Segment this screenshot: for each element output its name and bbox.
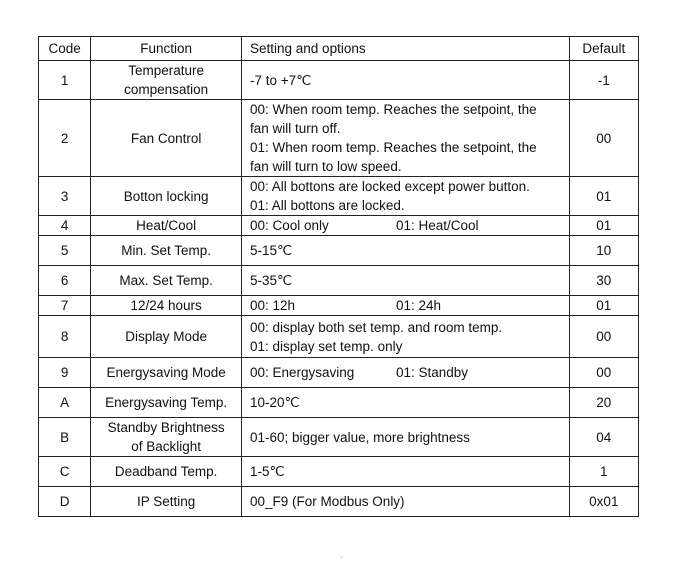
setting-line: 01: display set temp. only (250, 338, 403, 354)
function-line: Standby Brightness (107, 420, 225, 435)
function-line: Temperature (128, 63, 205, 78)
cell-default: 01 (569, 216, 638, 236)
cell-setting (242, 358, 570, 388)
setting-line: 5-15℃ (250, 243, 293, 258)
setting-line: 00: All bottons are locked except power button. (250, 179, 530, 194)
cell-function (91, 61, 242, 100)
setting-option: 01: Heat/Cool (396, 218, 479, 233)
setting-line: 00: display both set temp. and room temp. (250, 319, 503, 335)
function-line: Energysaving Mode (106, 365, 226, 380)
setting-line: 10-20℃ (250, 395, 300, 410)
function-line: Heat/Cool (136, 218, 197, 233)
function-line: Fan Control (130, 130, 202, 146)
cell-function (91, 358, 242, 388)
cell-code: C (39, 457, 91, 487)
cell-code: 8 (39, 316, 91, 358)
cell-function (91, 388, 242, 418)
cell-code: 4 (39, 216, 91, 236)
setting-line: 00_F9 (For Modbus Only) (250, 494, 405, 509)
function-line: compensation (124, 82, 209, 97)
setting-line: 5-35℃ (250, 273, 293, 288)
cell-function (91, 296, 242, 316)
setting-options (250, 216, 561, 235)
cell-code: 3 (39, 177, 91, 216)
cell-default: 00 (569, 358, 638, 388)
header-setting: Setting and options (242, 37, 570, 61)
setting-options (250, 296, 561, 315)
cell-code: 2 (39, 100, 91, 177)
cell-default: 00 (569, 316, 638, 358)
cell-default: 10 (569, 236, 638, 266)
cell-code: 5 (39, 236, 91, 266)
cell-default: 0x01 (569, 487, 638, 517)
cell-code: 6 (39, 266, 91, 296)
cell-setting (242, 487, 570, 517)
cell-setting (242, 61, 570, 100)
table-row (39, 418, 639, 457)
header-default: Default (569, 37, 638, 61)
cell-setting (242, 388, 570, 418)
setting-option: 01: 24h (396, 298, 442, 313)
header-code: Code (39, 37, 91, 61)
cell-code: 9 (39, 358, 91, 388)
function-line: IP Setting (136, 494, 196, 509)
setting-option: 00: Energysaving (250, 365, 355, 380)
cell-function (91, 100, 242, 177)
cell-code: 1 (39, 61, 91, 100)
table-row (39, 266, 639, 296)
table-row (39, 316, 639, 358)
cell-function (91, 266, 242, 296)
setting-line: 01: When room temp. Reaches the setpoint, the (250, 140, 537, 155)
table-row (39, 100, 639, 177)
function-line: Display Mode (125, 329, 208, 344)
cell-function (91, 316, 242, 358)
cell-function (91, 418, 242, 457)
cell-function (91, 236, 242, 266)
function-line: Min. Set Temp. (121, 243, 212, 258)
setting-line: 1-5℃ (250, 464, 285, 479)
cell-default: -1 (569, 61, 638, 100)
setting-options (250, 363, 561, 382)
table-row (39, 236, 639, 266)
function-line: Energysaving Temp. (105, 395, 228, 410)
setting-option: 00: Cool only (250, 218, 329, 233)
cell-default: 00 (569, 100, 638, 177)
cell-default: 20 (569, 388, 638, 418)
setting-line: 01-60; bigger value, more brightness (250, 429, 470, 445)
function-line: 12/24 hours (130, 298, 202, 313)
table-row (39, 388, 639, 418)
setting-line: 00: When room temp. Reaches the setpoint, the (250, 102, 537, 117)
setting-option: 01: Standby (396, 365, 469, 380)
function-line: Botton locking (123, 188, 209, 204)
setting-option: 00: 12h (250, 298, 296, 313)
cell-function (91, 487, 242, 517)
cell-setting (242, 177, 570, 216)
cell-setting (242, 457, 570, 487)
table-row (39, 177, 639, 216)
cell-setting (242, 316, 570, 358)
cell-code: A (39, 388, 91, 418)
cell-default: 04 (569, 418, 638, 457)
cell-setting (242, 216, 570, 236)
table-row (39, 457, 639, 487)
header-row (39, 37, 639, 61)
table-row (39, 216, 639, 236)
cell-setting (242, 418, 570, 457)
function-line: of Backlight (131, 439, 202, 454)
cell-setting (242, 100, 570, 177)
cell-function (91, 216, 242, 236)
cell-code: D (39, 487, 91, 517)
header-function: Function (91, 37, 242, 61)
cell-function (91, 457, 242, 487)
setting-line: 01: All bottons are locked. (250, 198, 405, 213)
cell-default: 30 (569, 266, 638, 296)
cell-default: 01 (569, 296, 638, 316)
cell-setting (242, 266, 570, 296)
table-row (39, 296, 639, 316)
footer-mark: . (340, 550, 343, 561)
table-row (39, 358, 639, 388)
cell-setting (242, 236, 570, 266)
cell-default: 01 (569, 177, 638, 216)
table-row (39, 487, 639, 517)
function-line: Deadband Temp. (114, 464, 218, 479)
cell-function (91, 177, 242, 216)
setting-line: -7 to +7℃ (250, 72, 312, 88)
setting-line: fan will turn off. (250, 121, 341, 136)
settings-table (38, 36, 639, 517)
cell-default: 1 (569, 457, 638, 487)
setting-line: fan will turn to low speed. (250, 159, 402, 174)
table-row (39, 61, 639, 100)
cell-code: 7 (39, 296, 91, 316)
cell-setting (242, 296, 570, 316)
function-line: Max. Set Temp. (119, 273, 213, 288)
cell-code: B (39, 418, 91, 457)
